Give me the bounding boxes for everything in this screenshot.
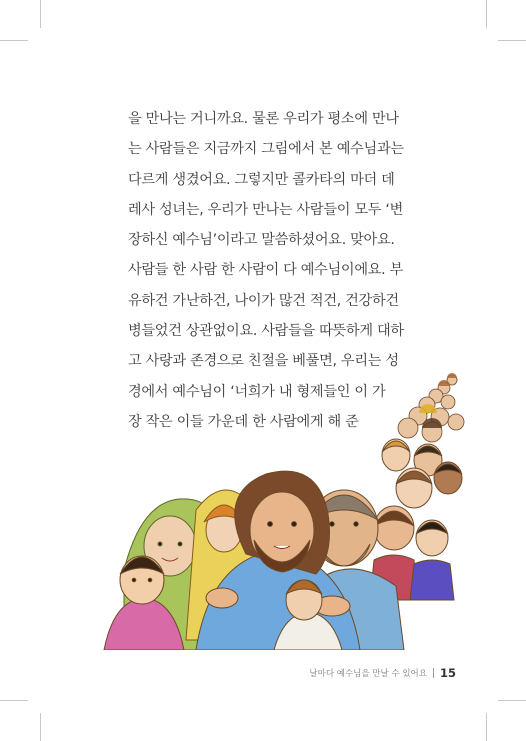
- text-line: 장하신 예수님’이라고 말씀하셨어요. 맞아요.: [128, 232, 395, 249]
- trim-mark: [486, 0, 487, 28]
- text-line: 을 만나는 거니까요. 물론 우리가 평소에 만나: [128, 111, 399, 127]
- text-line: 레사 성녀는, 우리가 만나는 사람들이 모두 ‘변: [128, 201, 403, 218]
- trim-mark: [0, 700, 28, 701]
- text-line: 유하건 가난하건, 나이가 많건 적건, 건강하건: [128, 292, 399, 309]
- trim-mark: [40, 713, 41, 741]
- page-footer: [309, 666, 456, 680]
- text-line: 고 사랑과 존경으로 친절을 베풀면, 우리는 성: [128, 353, 399, 370]
- trim-mark: [40, 0, 41, 28]
- trim-mark: [0, 40, 28, 41]
- trim-mark: [498, 700, 526, 701]
- text-line: 경에서 예수님이 ‘너희가 내 형제들인 이 가: [128, 383, 386, 400]
- crowd-illustration: [96, 360, 476, 650]
- text-line: 사람들 한 사람 한 사람이 다 예수님이에요. 부: [128, 262, 403, 279]
- page-number: 15: [439, 666, 456, 680]
- running-title: 날마다 예수님을 만날 수 있어요: [309, 669, 427, 679]
- text-line: 병들었건 상관없이요. 사람들을 따뜻하게 대하: [128, 323, 404, 340]
- text-line: 다르게 생겼어요. 그렇지만 콜카타의 마더 데: [128, 171, 395, 188]
- text-line: 는 사람들은 지금까지 그림에서 본 예수님과는: [128, 141, 404, 158]
- text-line: 장 작은 이들 가운데 한 사람에게 해 준: [128, 413, 359, 430]
- trim-mark: [498, 40, 526, 41]
- footer-divider: [433, 668, 434, 678]
- trim-mark: [486, 713, 487, 741]
- right-crowd: [370, 439, 462, 600]
